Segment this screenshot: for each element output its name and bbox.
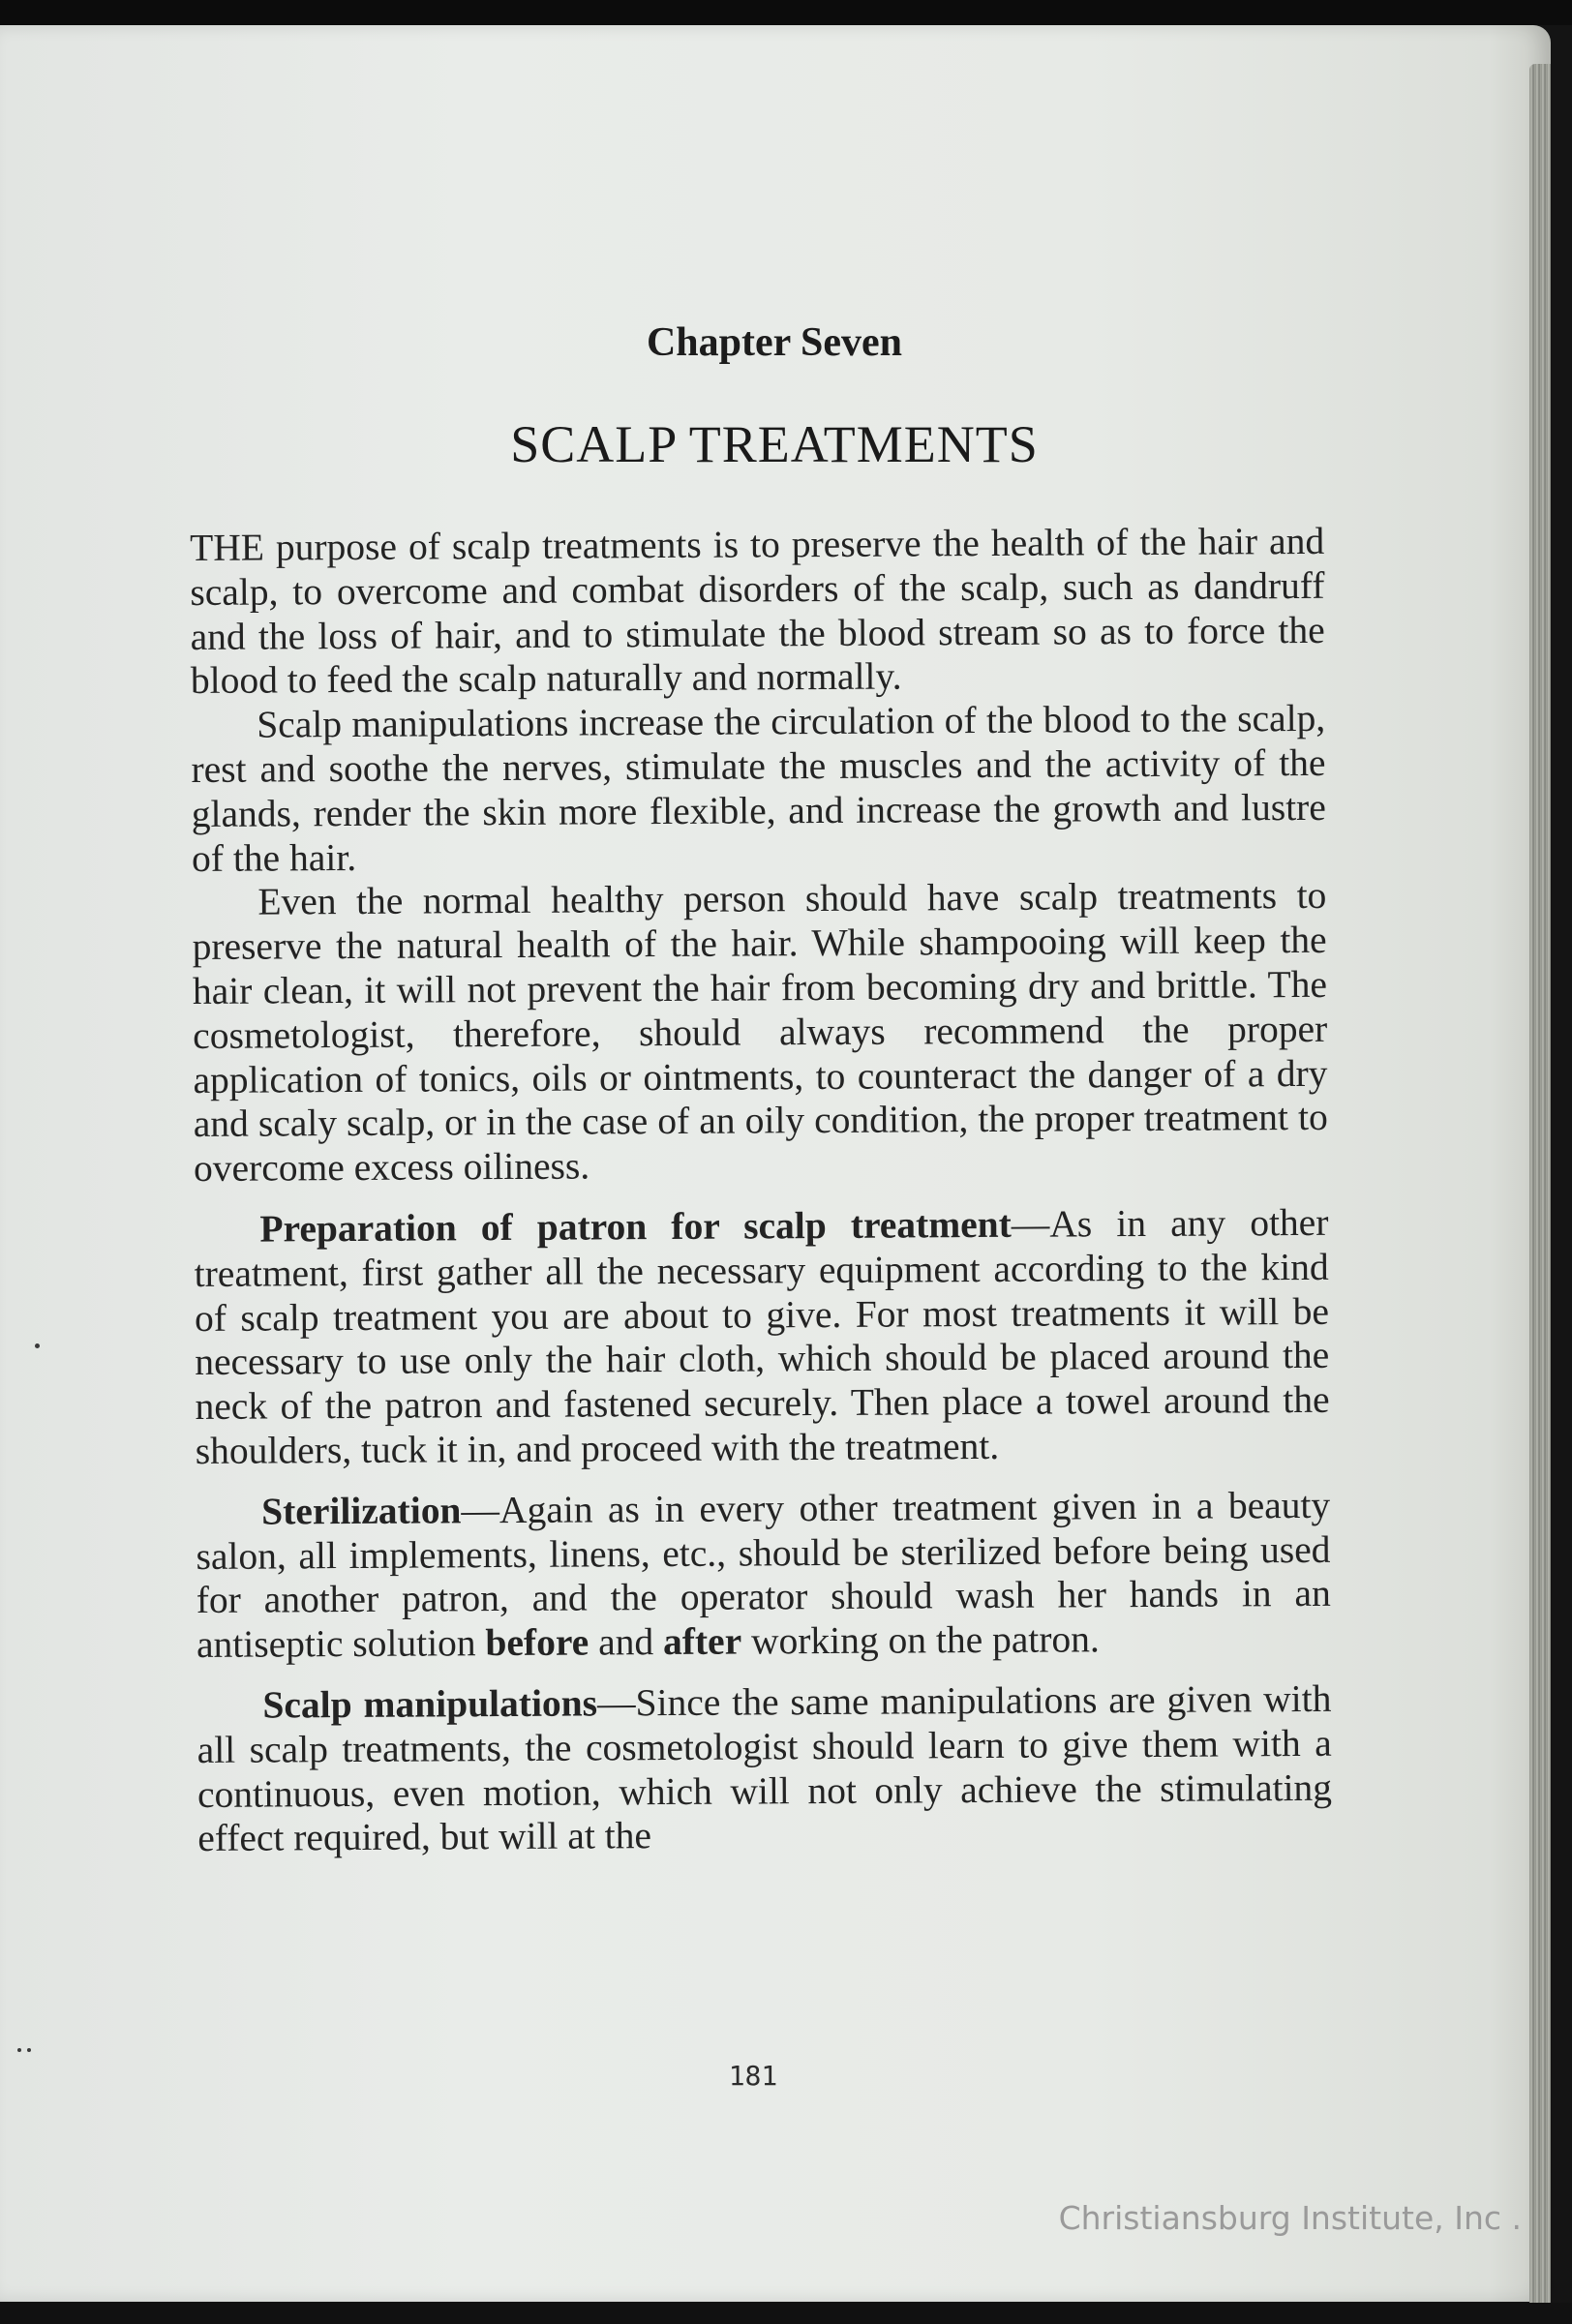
emphasis-after: after	[662, 1619, 742, 1664]
section-scalp-manipulations	[196, 1677, 1332, 1861]
page-number: 181	[728, 2060, 778, 2092]
section-text: As in any other treatment, first gather all the necessary equipment according to the kind of scalp treatment you are about to give. For most treatments it will be necessary to use only the hair cloth, which should be placed around the neck of the patron and fastened securely. Then place a towel around the shoulders, tuck it in, and proceed with the treatment.	[194, 1200, 1330, 1472]
ink-speck	[17, 2048, 21, 2052]
paragraph-normal-person: Even the normal healthy person should have scalp treatments to preserve the natural health of the hair. While shampooing will keep the hair clean, it will not prevent the hair from becoming dry and brittle. The cosmetologist, therefore, should always recommend the proper application of tonics, oils or ointments, to counteract the danger of a dry and scaly scalp, or in the case of an oily condition, the proper treatment to overcome excess oiliness.	[192, 874, 1328, 1191]
section-preparation	[194, 1201, 1330, 1474]
paragraph-manipulations: Scalp manipulations increase the circulation of the blood to the scalp, rest and soothe the nerves, stimulate the muscles and the activity of the glands, render the skin more flexible, and increase the growth and lustre of the hair.	[191, 697, 1326, 880]
section-text: working on the patron.	[750, 1617, 1100, 1663]
watermark: Christiansburg Institute, Inc .	[1058, 2199, 1522, 2237]
emphasis-before: before	[485, 1620, 590, 1665]
bottom-border	[0, 2303, 1572, 2324]
section-sterilization	[196, 1484, 1331, 1668]
chapter-title: SCALP TREATMENTS	[510, 415, 1039, 473]
section-text: and	[597, 1620, 654, 1664]
paragraph-intro: THE purpose of scalp treatments is to preserve the health of the hair and scalp, to overcome and combat disorders of the scalp, such as dandruff and the loss of hair, and to stimulate the blood stream so as to force the blood to feed the scalp naturally and normally.	[190, 519, 1325, 703]
section-heading: Preparation of patron for scalp treatment	[259, 1202, 1012, 1251]
body-text	[190, 520, 1332, 1861]
section-heading: Sterilization	[261, 1489, 462, 1533]
ink-speck	[35, 1343, 40, 1348]
ink-speck	[27, 2048, 31, 2052]
separator: —	[461, 1488, 500, 1532]
separator: —	[596, 1681, 636, 1725]
section-text: Since the same manipulations are given with all scalp treatments, the cosmetologist should learn to give them with a continuous, even motion, which will not only achieve the stimulating effect required, but will at the	[196, 1676, 1333, 1860]
section-text: Again as in every other treatment given in a beauty salon, all implements, linens, etc., should be sterilized before being used for another patron, and the operator should wash her hands in an antiseptic solution	[196, 1483, 1331, 1667]
page-edges	[1529, 64, 1551, 2319]
top-border	[0, 0, 1572, 25]
section-heading: Scalp manipulations	[262, 1681, 598, 1727]
separator: —	[1011, 1202, 1050, 1246]
chapter-label: Chapter Seven	[646, 320, 903, 365]
